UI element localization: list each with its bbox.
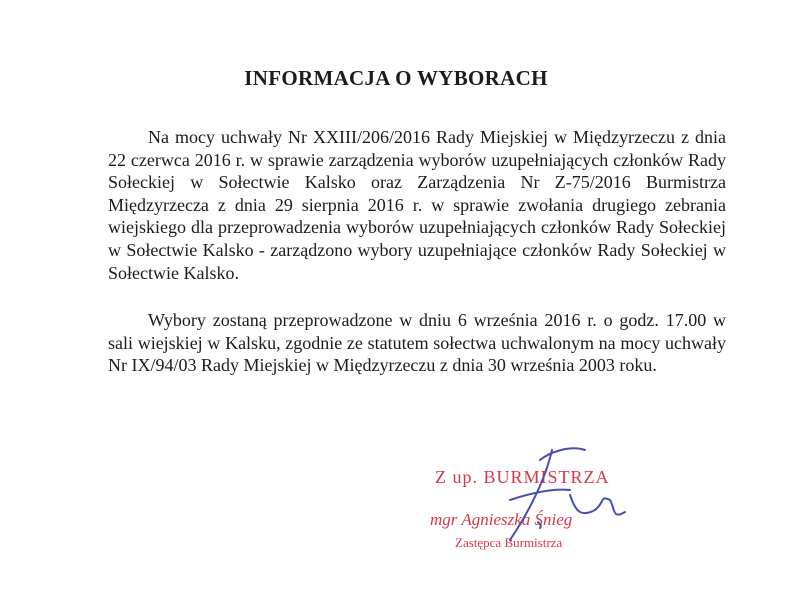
paragraph-resolution: Na mocy uchwały Nr XXIII/206/2016 Rady Miejskiej w Międzyrzeczu z dnia 22 czerwca 2016 r. w sprawie zarządzenia wyborów uzupełniających członków Rady Sołeckiej w Sołectwie Kalsko oraz Zarządzenia Nr Z-75/2016 Burmistrza Międzyrzecza z dnia 29 sierpnia 2016 r. w sprawie zwołania drugiego zebrania wiejskiego dla przeprowadzenia wyborów uzupełniających członków Rady Sołeckiej w Sołectwie Kalsko - zarządzono wybory uzupełniające członków Rady Sołeckiej w Sołectwie Kalsko. bbox=[108, 127, 726, 283]
stamp-line-position: Zastępca Burmistrza bbox=[455, 535, 563, 550]
paragraph-election-details: Wybory zostaną przeprowadzone w dniu 6 września 2016 r. o godz. 17.00 w sali wiejskiej w Kalsku, zgodnie ze statutem sołectwa uchwalonym na mocy uchwały Nr IX/94/03 Rady Miejskiej w Międzyrzeczu z dnia 30 września 2003 roku. bbox=[108, 310, 726, 376]
stamp-line-name: mgr Agnieszka Śnieg bbox=[430, 510, 573, 529]
handwritten-signature bbox=[400, 440, 660, 580]
document-title: INFORMACJA O WYBORACH bbox=[244, 66, 548, 90]
stamp-line-authority: Z up. BURMISTRZA bbox=[435, 467, 610, 487]
signature-stamp bbox=[400, 440, 660, 580]
